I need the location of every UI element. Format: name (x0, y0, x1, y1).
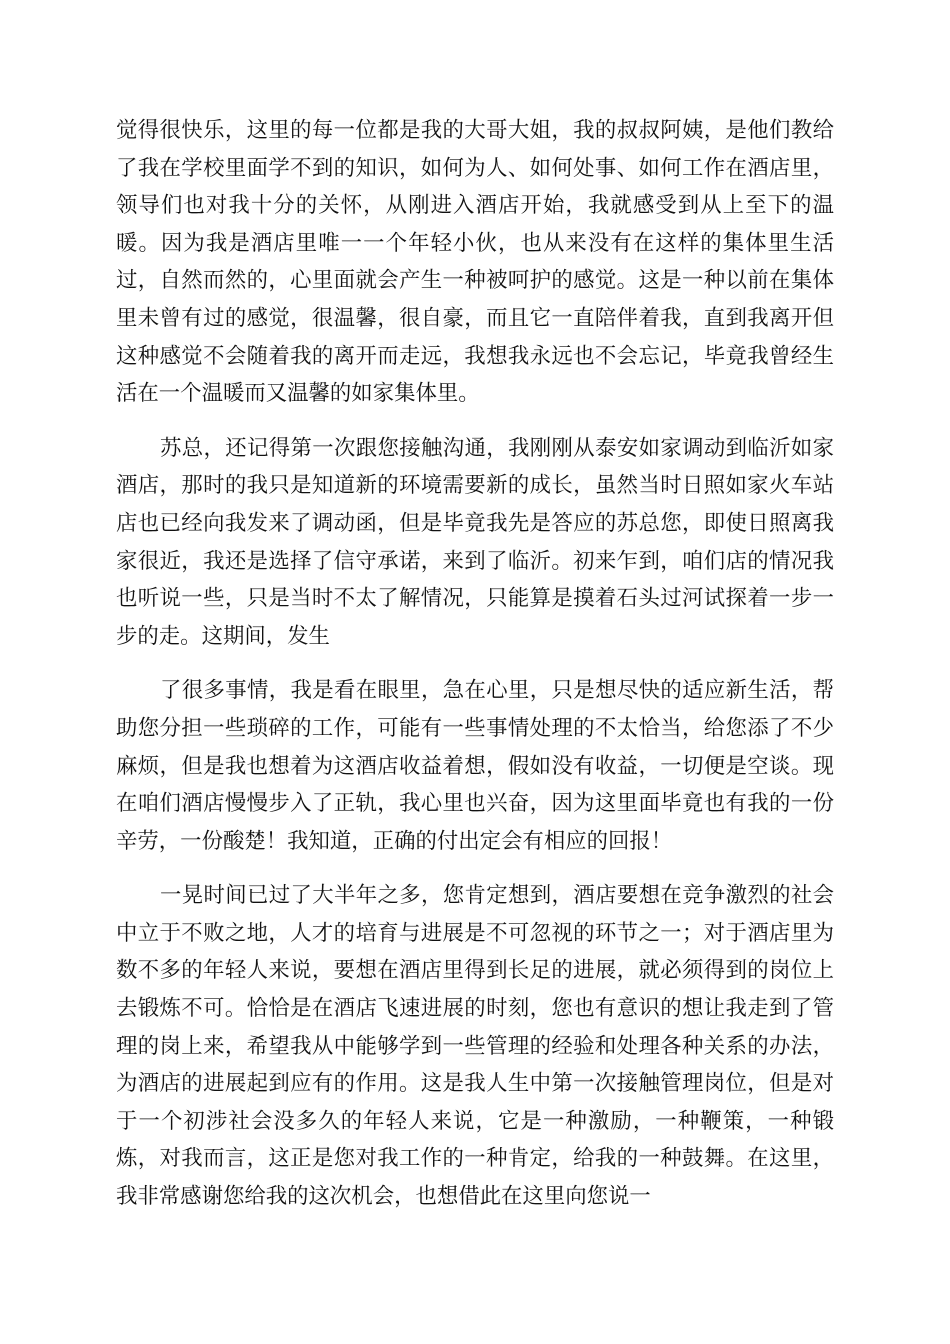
paragraph-4: 一晃时间已过了大半年之多，您肯定想到，酒店要想在竞争激烈的社会中立于不败之地，人才的培育与进展是不可忽视的环节之一；对于酒店里为数不多的年轻人来说，要想在酒店里得到长足的进展，就必须得到的岗位上去锻炼不可。恰恰是在酒店飞速进展的时刻，您也有意识的想让我走到了管理的岗上来，希望我从中能够学到一些管理的经验和处理各种关系的办法，为酒店的进展起到应有的作用。这是我人生中第一次接触管理岗位，但是对于一个初涉社会没多久的年轻人来说，它是一种激励，一种鞭策，一种锻炼，对我而言，这正是您对我工作的一种肯定，给我的一种鼓舞。在这里，我非常感谢您给我的这次机会，也想借此在这里向您说一 (116, 883, 834, 1210)
paragraph-2: 苏总，还记得第一次跟您接触沟通，我刚刚从泰安如家调动到临沂如家酒店，那时的我只是知道新的环境需要新的成长，虽然当时日照如家火车站店也已经向我发来了调动函，但是毕竟我先是答应的苏总您，即使日照离我家很近，我还是选择了信守承诺，来到了临沂。初来乍到，咱们店的情况我也听说一些，只是当时不太了解情况，只能算是摸着石头过河试探着一步一步的走。这期间，发生 (116, 435, 834, 649)
paragraph-3: 了很多事情，我是看在眼里，急在心里，只是想尽快的适应新生活，帮助您分担一些琐碎的工作，可能有一些事情处理的不太恰当，给您添了不少麻烦，但是我也想着为这酒店收益着想，假如没有收益，一切便是空谈。现在咱们酒店慢慢步入了正轨，我心里也兴奋，因为这里面毕竟也有我的一份辛劳，一份酸楚！我知道，正确的付出定会有相应的回报！ (116, 678, 834, 854)
paragraph-1: 觉得很快乐，这里的每一位都是我的大哥大姐，我的叔叔阿姨，是他们教给了我在学校里面学不到的知识，如何为人、如何处事、如何工作在酒店里，领导们也对我十分的关怀，从刚进入酒店开始，我就感受到从上至下的温暖。因为我是酒店里唯一一个年轻小伙，也从来没有在这样的集体里生活过，自然而然的，心里面就会产生一种被呵护的感觉。这是一种以前在集体里未曾有过的感觉，很温馨，很自豪，而且它一直陪伴着我，直到我离开但这种感觉不会随着我的离开而走远，我想我永远也不会忘记，毕竟我曾经生活在一个温暖而又温馨的如家集体里。 (116, 118, 834, 407)
document-page (116, 112, 834, 1233)
